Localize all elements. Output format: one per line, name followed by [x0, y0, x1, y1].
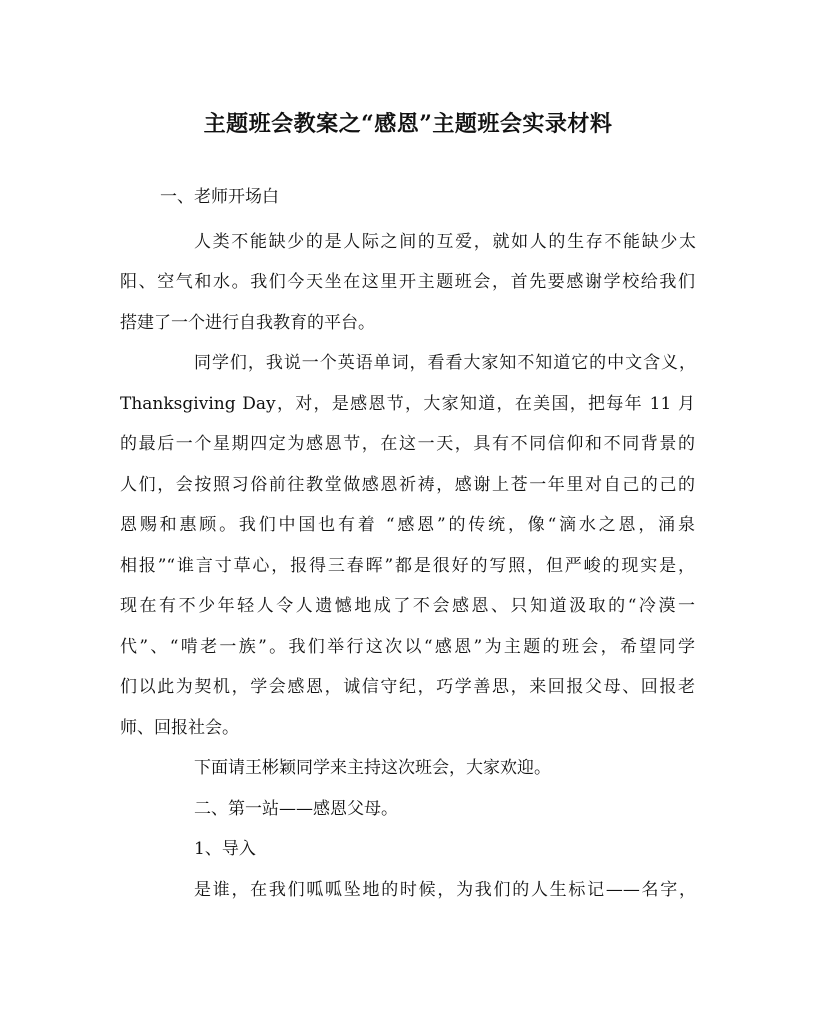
paragraph-4-line-1: 是谁，在我们呱呱坠地的时候，为我们的人生标记——名字， [194, 880, 696, 900]
paragraph-2-line-2: Thanksgiving Day，对，是感恩节，大家知道，在美国，把每年 11 月 [120, 394, 695, 414]
paragraph-2-line-10: 师、回报社会。 [120, 718, 239, 738]
paragraph-1-line-2: 阳、空气和水。我们今天坐在这里开主题班会，首先要感谢学校给我们 [120, 272, 695, 292]
paragraph-3: 下面请王彬颖同学来主持这次班会，大家欢迎。 [194, 758, 551, 778]
paragraph-1-line-3: 搭建了一个进行自我教育的平台。 [120, 313, 375, 333]
subsection-introduction: 1、导入 [194, 839, 256, 859]
paragraph-2-line-4: 人们，会按照习俗前往教堂做感恩祈祷，感谢上苍一年里对自己的己的 [120, 475, 695, 495]
paragraph-2-line-8: 代”、“啃老一族”。我们举行这次以“感恩”为主题的班会，希望同学 [120, 637, 695, 657]
paragraph-2-line-3: 的最后一个星期四定为感恩节，在这一天，具有不同信仰和不同背景的 [120, 434, 695, 454]
paragraph-2-line-1: 同学们，我说一个英语单词，看看大家知不知道它的中文含义， [194, 353, 696, 373]
paragraph-2-line-6: 相报”“谁言寸草心，报得三春晖”都是很好的写照，但严峻的现实是， [120, 556, 695, 576]
paragraph-2-line-9: 们以此为契机，学会感恩，诚信守纪，巧学善思，来回报父母、回报老 [120, 677, 695, 697]
paragraph-2-line-5: 恩赐和惠顾。我们中国也有着 “感恩”的传统，像“滴水之恩，涌泉 [120, 515, 695, 535]
paragraph-1-line-1: 人类不能缺少的是人际之间的互爱，就如人的生存不能缺少太 [194, 232, 696, 252]
paragraph-2-line-7: 现在有不少年轻人令人遗憾地成了不会感恩、只知道汲取的“冷漠一 [120, 596, 695, 616]
section-heading-thank-parents: 二、第一站——感恩父母。 [194, 799, 398, 819]
section-heading-opening-remarks: 一、老师开场白 [160, 187, 279, 207]
document-title: 主题班会教案之“感恩”主题班会实录材料 [203, 111, 613, 137]
